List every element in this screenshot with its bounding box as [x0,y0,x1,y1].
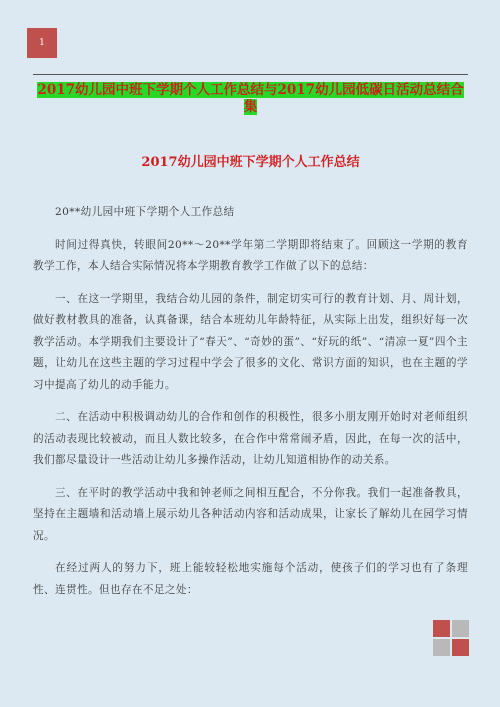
corner-square [433,620,450,637]
paragraph: 在经过两人的努力下，班上能较轻松地实施每个活动，使孩子们的学习也有了条理性、连贯性。但也存在不足之处： [33,562,468,596]
corner-square [452,639,469,656]
paragraph: 二、在活动中积极调动幼儿的合作和创作的积极性，很多小朋友刚开始时对老师组织的活动表现比较被动，而且人数比较多，在合作中常常闹矛盾，因此，在每一次的活中，我们都尽量设计一些活动让幼儿多操作活动，让幼儿知道相协作的动关系。 [33,411,468,466]
page-number: 1 [39,38,45,48]
paragraph: 时间过得真快，转眼间20**～20**学年第二学期即将结束了。回顾这一学期的教育教学工作，本人结合实际情况将本学期教育教学工作做了以下的总结： [33,238,468,272]
page-number-badge [27,28,57,58]
header-divider [33,74,468,75]
document-title [33,82,468,116]
corner-square [452,620,469,637]
paragraph: 三、在平时的教学活动中我和钟老师之间相互配合，不分你我。我们一起准备教具，坚持在主题墙和活动墙上展示幼儿各种活动内容和活动成果，让家长了解幼儿在园学习情况。 [33,486,468,542]
paragraph: 20**幼儿园中班下学期个人工作总结 [55,206,235,218]
corner-decoration [433,620,469,656]
section-title: 2017幼儿园中班下学期个人工作总结 [141,155,360,170]
paragraph: 一、在这一学期里，我结合幼儿园的条件，制定切实可行的教育计划、月、周计划，做好教材教具的准备，认真备课，结合本班幼儿年龄特征，从实际上出发，组织好每一次教学活动。本学期我们主要设计了“春天”、“奇妙的蛋”、“好玩的纸”、“清凉一夏”四个主题，让幼儿在这些主题的学习过程中学会了很多的文化、常识方面的知识，也在主题的学习中提高了幼儿的动手能力。 [33,292,468,391]
document-title-text: 2017幼儿园中班下学期个人工作总结与2017幼儿园低碳日活动总结合集 [37,82,464,115]
corner-square [433,639,450,656]
document-body [33,202,468,612]
